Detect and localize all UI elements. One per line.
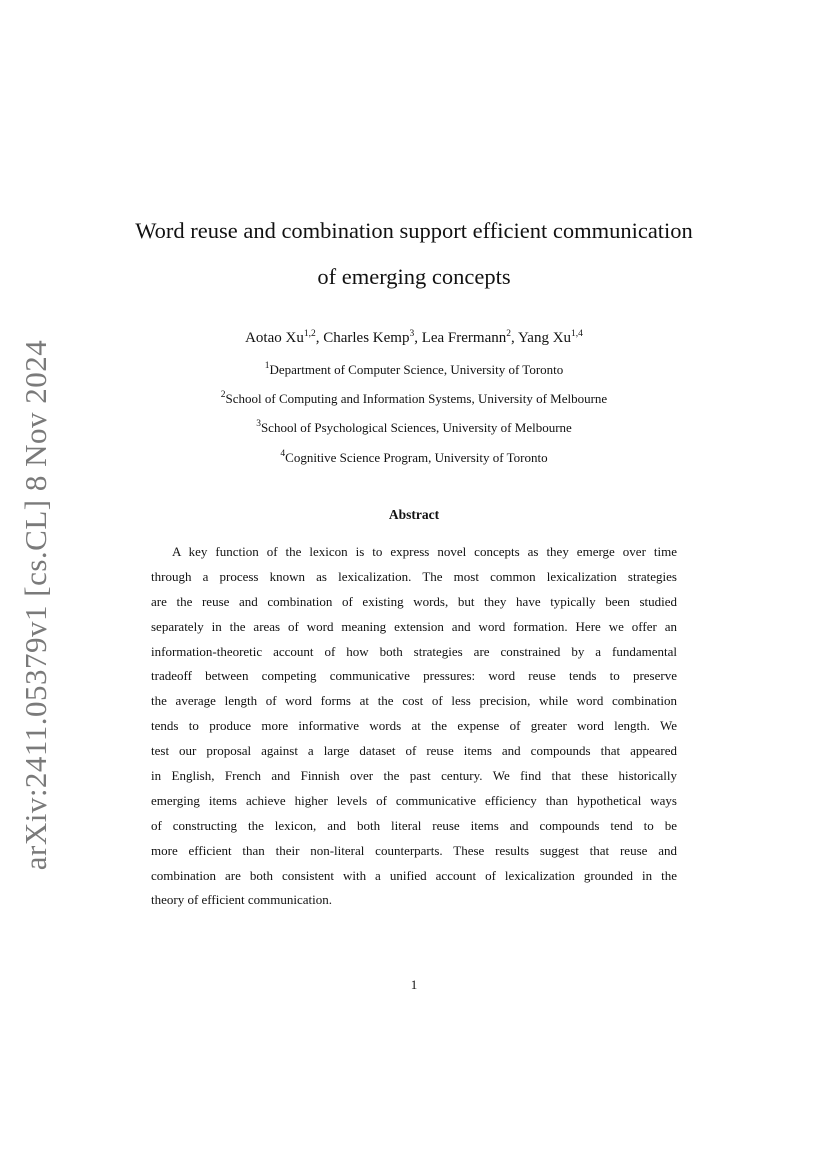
affiliation-marker: 1 <box>264 361 270 371</box>
abstract-line: separately in the areas of word meaning extension and word formation. Here we offer an <box>151 618 677 634</box>
affiliation-text: School of Psychological Sciences, University of Melbourne <box>260 420 572 435</box>
abstract-line: tends to produce more informative words at the expense of greater word length. We <box>151 718 677 734</box>
author-name: Lea Frermann <box>421 330 507 346</box>
author-separator: , <box>414 330 422 346</box>
affiliation-marker: 3 <box>256 419 261 429</box>
affiliation-text: Cognitive Science Program, University of Toronto <box>285 450 548 465</box>
abstract-heading: Abstract <box>388 507 440 522</box>
author-separator: , <box>511 330 518 346</box>
affiliation-3 <box>0 420 828 436</box>
author-affiliation-marker: 3 <box>409 329 415 339</box>
author-separator: , <box>315 330 324 346</box>
author-affiliation-marker: 1,2 <box>303 329 316 339</box>
abstract-line: test our proposal against a large dataset of reuse items and compounds that appeared <box>151 743 677 759</box>
abstract-line: more efficient than their non-literal counterparts. These results suggest that reuse and <box>151 842 677 858</box>
abstract-line: are the reuse and combination of existing words, but they have typically been studied <box>151 593 677 609</box>
author-list <box>0 330 828 347</box>
abstract-line: A key function of the lexicon is to express novel concepts as they emerge over time <box>172 544 677 559</box>
abstract-body <box>151 540 677 913</box>
abstract-line: in English, French and Finnish over the past century. We find that these historically <box>151 768 677 784</box>
abstract-line: information-theoretic account of how both strategies are constrained by a fundamental <box>151 643 677 659</box>
affiliation-2 <box>0 391 828 407</box>
affiliation-text: School of Computing and Information Systems, University of Melbourne <box>225 391 608 406</box>
affiliation-1 <box>0 362 828 378</box>
paper-title-line-1: Word reuse and combination support efficient communication <box>135 218 693 243</box>
paper-title-line-2: of emerging concepts <box>317 264 511 289</box>
author-affiliation-marker: 2 <box>506 329 511 339</box>
arxiv-identifier-stamp: arXiv:2411.05379v1 [cs.CL] 8 Nov 2024 <box>18 339 53 871</box>
abstract-line: through a process known as lexicalization. The most common lexicalization strategies <box>151 568 677 584</box>
affiliation-marker: 2 <box>220 390 226 400</box>
author-affiliation-marker: 1,4 <box>571 329 583 339</box>
abstract-line: emerging items achieve higher levels of communicative efficiency than hypothetical ways <box>151 792 677 808</box>
page-number: 1 <box>410 977 418 992</box>
affiliation-text: Department of Computer Science, University of Toronto <box>269 362 564 377</box>
affiliation-4 <box>0 450 828 466</box>
author-name: Aotao Xu <box>245 330 304 346</box>
affiliation-marker: 4 <box>280 449 286 459</box>
author-name: Charles Kemp <box>323 330 410 346</box>
abstract-line: combination are both consistent with a unified account of lexicalization grounded in the <box>151 867 677 883</box>
abstract-line: theory of efficient communication. <box>151 892 332 908</box>
author-name: Yang Xu <box>517 330 572 346</box>
abstract-line: the average length of word forms at the cost of less precision, while word combination <box>151 693 677 709</box>
abstract-line: tradeoff between competing communicative pressures: word reuse tends to preserve <box>151 668 677 684</box>
abstract-line: of constructing the lexicon, and both literal reuse items and compounds tend to be <box>151 817 677 833</box>
